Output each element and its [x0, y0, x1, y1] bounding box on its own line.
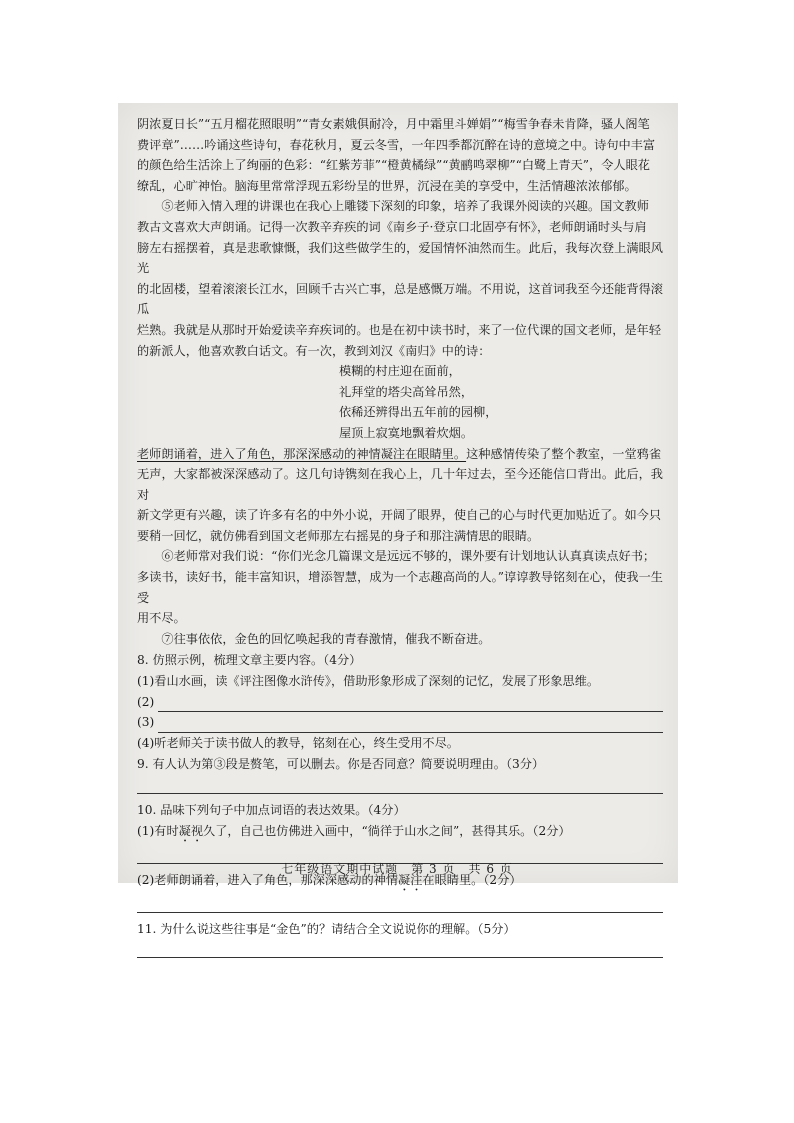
text-line: 新文学更有兴趣，读了许多有名的中外小说，开阔了眼界，使自己的心与时代更加贴近了。如今只 [137, 508, 662, 523]
text-line: 烂熟。我就是从那时开始爱读辛弃疾词的。也是在初中读书时，来了一位代课的国文老师，是年轻 [137, 322, 662, 337]
text-span: 在眼睛里。（2分） [422, 872, 522, 887]
text-line [137, 444, 663, 465]
poem-line: 依稀还辨得出五年前的园柳， [339, 405, 498, 420]
text-line: 无声，大家都被深深感动了。这几句诗镌刻在我心上，几十年过去，至今还能信口背出。此后，我对 [137, 467, 663, 502]
question-title: 10. 品味下列句子中加点词语的表达效果。（4分） [137, 803, 406, 817]
text-line: 阴浓夏日长”“五月榴花照眼明”“青女素娥俱耐冷，月中霜里斗婵娟”“梅雪争春未肯降，骚人阁笔 [137, 117, 650, 131]
dotted-word: 凝视 [178, 823, 204, 838]
poem-line: 礼拜堂的塔尖高耸吊然， [339, 384, 474, 399]
poem [137, 361, 663, 443]
text-span: (2)老师朗诵着，进入了角色，那深深感动的神情 [137, 872, 399, 887]
text-line: 的颜色给生活涂上了绚丽的色彩：“红紫芳菲”“橙黄橘绿”“黄鹂鸣翠柳”“白鹭上青天”，令人眼花 [137, 158, 650, 173]
answer-row [137, 712, 663, 733]
question-9 [137, 754, 663, 794]
answer-line[interactable] [158, 718, 663, 733]
poem-line: 模糊的村庄迎在面前， [339, 364, 461, 379]
question-8 [137, 650, 663, 753]
question-title: 8. 仿照示例，梳理文章主要内容。（4分） [137, 653, 362, 668]
answer-row [137, 692, 663, 713]
paragraph-6 [137, 546, 663, 628]
answer-line[interactable] [137, 779, 663, 794]
page-footer: 七年级语文期中试题 第 3 页 共 6 页 [281, 862, 513, 876]
text-line: 膀左右摇摆着，真是悲歌慷慨，我们这些做学生的，爱国情怀油然而生。此后，我每次登上满眼风光 [137, 240, 663, 276]
text-span: (1)有时 [137, 823, 179, 838]
answer-line[interactable] [137, 943, 663, 958]
paragraph-7: ⑦往事依依，金色的回忆唤起我的青春激情，催我不断奋进。 [161, 631, 491, 646]
poem-line: 屋顶上寂寞地飘着炊烟。 [339, 425, 474, 440]
text-span: 这种感情传染了整个教室，一堂鸦雀 [466, 446, 662, 461]
question-item: (4)听老师关于读书做人的教导，铭刻在心，终生受用不尽。 [137, 735, 459, 750]
text-line: 用不尽。 [137, 611, 186, 626]
text-span: 久了，自己也仿佛进入画中，“徜徉于山水之间”，甚得其乐。（2分） [203, 823, 571, 838]
item-label: (2) [137, 694, 155, 709]
item-label: (3) [137, 715, 155, 730]
question-item: (1)看山水画，读《评注图像水浒传》，借助形象形成了深刻的记忆，发展了形象思维。 [137, 674, 600, 689]
text-line: 的新派人，他喜欢教白话文。有一次，教到刘汉《南归》中的诗： [137, 343, 491, 358]
dotted-word: 凝注 [398, 872, 423, 887]
text-line: 的北固楼，望着滚滚长江水，回顾千古兴亡事，总是感慨万端。不用说，这首词我至今还能背得滚瓜 [137, 281, 663, 317]
paragraph-after-poem [137, 444, 663, 547]
question-item [137, 821, 663, 845]
question-title: 11. 为什么说这些往事是“金色”的？请结合全文说说你的理解。（5分） [137, 921, 516, 936]
exam-content [137, 114, 663, 964]
question-11 [137, 919, 663, 959]
underlined-sentence: 老师朗诵着，进入了角色，那深深感动的神情凝注在眼睛里。 [137, 446, 467, 461]
answer-line[interactable] [158, 697, 663, 712]
text-line: 多读书，读好书，能丰富知识，增添智慧，成为一个志趣高尚的人。”谆谆教导铭刻在心，使我一生受 [137, 570, 663, 605]
text-line: 缭乱，心旷神怡。脑海里常常浮现五彩纷呈的世界，沉浸在美的享受中，生活情趣浓浓郁郁。 [137, 178, 637, 193]
question-10 [137, 800, 663, 913]
text-line: 费评章”……吟诵这些诗句，春花秋月，夏云冬雪，一年四季都沉醉在诗的意境之中。诗句中丰富 [137, 137, 656, 152]
paragraph-5 [137, 196, 663, 361]
text-line: ⑤老师入情入理的讲课也在我心上雕镂下深刻的印象，培养了我课外阅读的兴趣。国文教师 [161, 199, 649, 214]
answer-line[interactable] [137, 898, 663, 913]
paragraph-top [137, 114, 663, 196]
question-title: 9. 有人认为第③段是赘笔，可以删去。你是否同意？简要说明理由。（3分） [137, 757, 545, 772]
text-line: 教古文喜欢大声朗诵。记得一次教辛弃疾的词《南乡子·登京口北固亭有怀》，老师朗诵时头与肩 [137, 219, 647, 234]
text-line: 要稍一回忆，就仿佛看到国文老师那左右摇晃的身子和那注满情思的眼睛。 [137, 528, 540, 543]
text-line: ⑥老师常对我们说：“你们光念几篇课文是远远不够的，课外要有计划地认认真真读点好书； [161, 549, 656, 564]
